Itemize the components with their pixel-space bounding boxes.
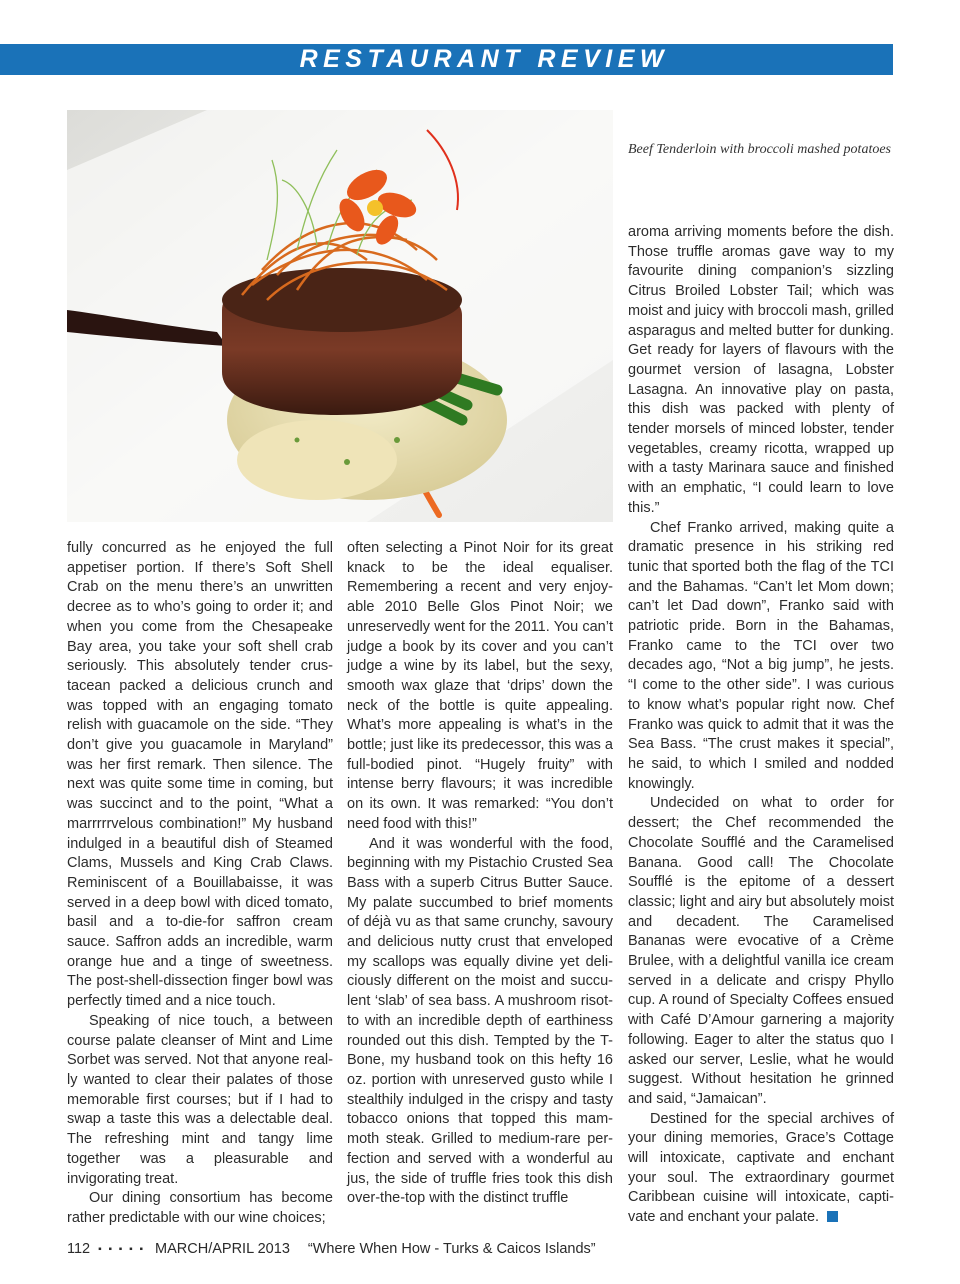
article-paragraph: often selecting a Pinot Noir for its great knack to be the ideal equaliser. Remembering a recent and very enjoyable 2010 Belle Glos Pinot Noir; we unreservedly went for the 2011. You can’t judge a book by its cover and you can’t judge a wine by its label, but the sexy, smooth wax glaze that ‘drips’ down the neck of the bottle is quite appealing. What’s more appealing is what’s in the bottle; just like its predecessor, this was a full-bodied pinot. “Hugely fruity” with intense berry flavours; it was incredible on its own. It was remarked: “You don’t need food with this!” (347, 540, 613, 832)
page-number: 112 (67, 1241, 91, 1257)
article-paragraph-final (628, 1110, 894, 1228)
article-paragraph: Speaking of nice touch, a between course palate cleanser of Mint and Lime Sorbet was served. Not that anyone really wanted to clear their palates of those memorable first courses; but if I had to swap a taste this was a delectable deal. The refreshing mint and tangy lime together was a pleasurable and invigorating treat. (67, 1012, 333, 1187)
article-paragraph: Chef Franko arrived, making quite a dramatic presence in his striking red tunic that sported both the flag of the TCI and the Bahamas. “Can’t let Mom down; can’t let Dad down”, Franko said with patriotic pride. Born in the Bahamas, Franko came to the TCI over two decades ago, “Not a big jump”, he jests. “I come to the other side”. I was curious to know what’s popular right now. Chef Franko was quick to admit that it was the Sea Bass. “The crust makes it special”, he said, to which I smiled and nodded knowingly. (628, 519, 894, 792)
article-paragraph: And it was wonderful with the food, beginning with my Pistachio Crusted Sea Bass with a superb Citrus Butter Sauce. My palate succumbed to brief moments of déjà vu as that same crunchy, savoury and delicious nutty crust that enveloped my scallops was equally divine yet deliciously different on the moist and succulent ‘slab’ of sea bass. A mushroom risotto with an incredible depth of earthiness rounded out this dish. Tempted by the T-Bone, my husband took on this hefty 16 oz. portion with unreserved gusto while I stealthily indulged in the crispy and tasty tobacco onions that topped this mammoth steak. Grilled to medium-rare perfection and served with a wonderful au jus, the side of truffle fries took this dish over-the-top with the distinct truffle (347, 835, 613, 1207)
article-column-2 (347, 539, 613, 1209)
publication-name: “Where When How - Turks & Caicos Islands” (307, 1241, 596, 1257)
end-of-article-mark (827, 1211, 838, 1222)
issue-date: MARCH/APRIL 2013 (155, 1241, 290, 1257)
article-column-3 (628, 223, 894, 1228)
article-paragraph: aroma arriving moments before the dish. Those truffle aromas gave way to my favourite dining companion’s sizzling Citrus Broiled Lobster Tail; which was moist and juicy with broccoli mash, grilled asparagus and melted butter for dunking. Get ready for layers of flavours with the gourmet version of lasagna, Lobster Lasagna. An innovative play on pasta, this dish was packed with plenty of tender morsels of minced lobster, tender vegetables, creamy ricotta, wrapped up with a tasty Marinara sauce and finished with an emphatic, “I could learn to love this.” (628, 224, 894, 516)
section-banner (0, 44, 893, 75)
footer-separator: ▪ ▪ ▪ ▪ ▪ (98, 1244, 145, 1255)
section-title: RESTAURANT REVIEW (299, 45, 669, 73)
article-final-text: Destined for the special archives of your dining memories, Grace’s Cottage will intoxicate, captivate and enchant your soul. The extraordinary gourmet Caribbean cuisine will intoxicate, captivate and enchant your palate. (628, 1110, 894, 1226)
food-photo (67, 110, 613, 522)
article-paragraph: Undecided on what to order for dessert; the Chef recommended the Chocolate Soufflé and the Caramelised Banana. Good call! The Chocolate Soufflé is the epitome of a dessert classic; light and airy but absolutely moist and decadent. The Caramelised Bananas were evocative of a Crème Brulee, with a delightful vanilla ice cream served in a delicate and crispy Phyllo cup. A round of Specialty Coffees ensued with Café D’Amour garnering a majority following. Eager to alter the status quo I asked our server, Leslie, what he would suggest. Without hesitation he grinned and said, “Jamaican”. (628, 795, 894, 1107)
article-column-1 (67, 539, 333, 1229)
page-footer (67, 1238, 596, 1260)
photo-caption: Beef Tenderloin with broccoli mashed potatoes (628, 142, 891, 157)
article-paragraph: Our dining consortium has become rather predictable with our wine choices; (67, 1190, 333, 1226)
article-paragraph: fully concurred as he enjoyed the full appetiser portion. If there’s Soft Shell Crab on the menu there’s an unwritten decree as to who’s going to order it; and when you come from the Chesapeake Bay area, you take your soft shell crab seriously. This absolutely tender crustacean packed a delicious crunch and was topped with an engaging tomato relish with guacamole on the side. “They don’t give you guacamole in Maryland” was her first remark. Then silence. The next was quite some time in coming, but was succinct and to the point, “What a marrrrrvelous combination!” My husband indulged in a beautiful dish of Steamed Clams, Mussels and King Crab Claws. Reminiscent of a Bouillabaisse, it was served in a deep bowl with diced tomato, basil and a to-die-for saffron cream sauce. Saffron adds an incredible, warm orange hue and a tinge of sweetness. The post-shell-dissection finger bowl was perfectly timed and a nice touch. (67, 540, 333, 1010)
